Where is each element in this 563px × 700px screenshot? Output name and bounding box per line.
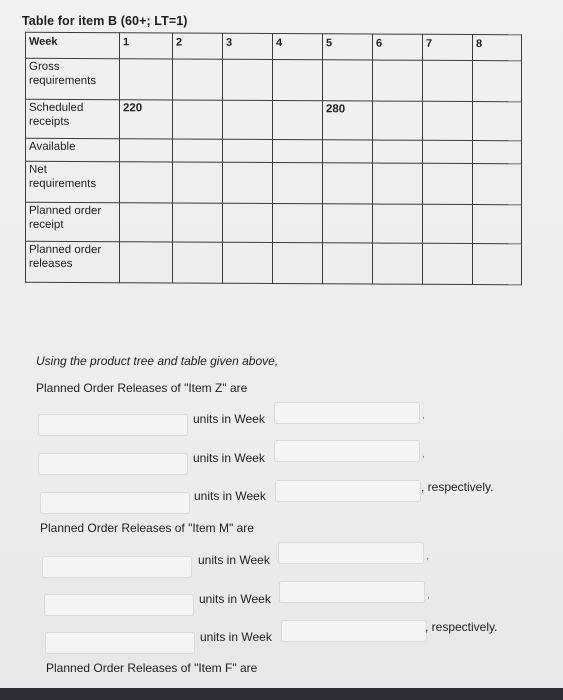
table-row: [26, 58, 522, 102]
item-z-units-input-2[interactable]: [38, 453, 188, 475]
item-f-heading: Planned Order Releases of "Item F" are: [46, 661, 258, 675]
row-label-planned-order-releases: Planned order releases: [26, 241, 120, 282]
table-cell: [223, 162, 273, 203]
item-z-units-input-1[interactable]: [38, 414, 188, 436]
row-label-gross-requirements: Gross requirements: [26, 58, 120, 99]
table-cell: [273, 100, 323, 139]
item-m-week-input-1[interactable]: [278, 542, 424, 564]
table-cell: [473, 205, 522, 244]
row-label-net-requirements: Net requirements: [26, 161, 120, 202]
table-cell: [423, 243, 473, 284]
header-week-8: 8: [473, 35, 522, 61]
item-m-line-label-1: units in Week: [198, 553, 270, 567]
table-cell: [373, 204, 423, 243]
row-label-planned-order-receipt: Planned order receipt: [26, 202, 120, 241]
mrp-table: [25, 32, 522, 286]
table-cell: [173, 242, 223, 283]
table-row: [26, 202, 522, 244]
table-cell: [223, 203, 273, 242]
table-cell: [273, 59, 323, 100]
table-cell: [223, 100, 273, 139]
table-header-row: [26, 32, 522, 61]
header-week-7: 7: [423, 34, 473, 60]
header-week-3: 3: [223, 33, 273, 59]
item-z-line-label-2: units in Week: [193, 451, 265, 465]
header-week: Week: [26, 32, 120, 58]
table-cell: [223, 139, 273, 162]
table-cell: [423, 60, 473, 101]
header-week-4: 4: [273, 33, 323, 59]
table-title: Table for item B (60+; LT=1): [22, 14, 188, 28]
item-z-week-input-1[interactable]: [274, 402, 420, 424]
comma-mark: ,: [422, 449, 425, 460]
table-cell: [373, 163, 423, 204]
table-cell: [373, 140, 423, 163]
table-cell: [323, 140, 373, 163]
item-z-heading: Planned Order Releases of "Item Z" are: [36, 381, 248, 395]
table-cell: [273, 139, 323, 162]
table-cell: [423, 204, 473, 243]
table-cell: 280: [323, 101, 373, 140]
table-cell: [273, 162, 323, 203]
table-cell: [173, 100, 223, 139]
item-z-line-label-3: units in Week: [194, 489, 266, 503]
item-m-line-label-2: units in Week: [199, 592, 271, 606]
table-cell: [373, 101, 423, 140]
table-cell: [323, 243, 373, 284]
row-label-scheduled-receipts: Scheduled receipts: [26, 99, 120, 138]
item-z-suffix: , respectively.: [421, 480, 494, 494]
table-row: [26, 161, 522, 205]
bottom-edge: [0, 688, 563, 700]
table-cell: [473, 61, 522, 102]
item-m-suffix: , respectively.: [425, 620, 498, 634]
table-cell: [473, 102, 522, 141]
item-m-units-input-1[interactable]: [42, 556, 192, 578]
row-label-available: Available: [26, 138, 120, 161]
table-cell: [120, 242, 173, 283]
item-m-units-input-2[interactable]: [44, 594, 194, 616]
question-intro: Using the product tree and table given above,: [36, 354, 279, 368]
table-cell: [223, 242, 273, 283]
table-cell: [423, 101, 473, 140]
item-m-line-label-3: units in Week: [200, 630, 272, 644]
table-cell: [323, 204, 373, 243]
table-cell: [373, 243, 423, 284]
table-row: [26, 138, 522, 164]
comma-mark: ,: [427, 590, 430, 601]
item-m-week-input-2[interactable]: [279, 581, 425, 603]
header-week-6: 6: [373, 34, 423, 60]
table-cell: [120, 162, 173, 203]
comma-mark: ,: [426, 551, 429, 562]
item-z-units-input-3[interactable]: [40, 492, 190, 514]
table-cell: [120, 139, 173, 162]
table-cell: [473, 244, 522, 285]
table-row: [26, 241, 522, 285]
item-m-heading: Planned Order Releases of "Item M" are: [40, 521, 254, 535]
table-cell: [120, 203, 173, 242]
table-cell: [173, 59, 223, 100]
table-cell: [373, 60, 423, 101]
table-cell: [473, 164, 522, 205]
header-week-2: 2: [173, 33, 223, 59]
table-cell: [323, 60, 373, 101]
table-cell: [223, 59, 273, 100]
item-m-units-input-3[interactable]: [45, 632, 195, 654]
item-z-week-input-3[interactable]: [275, 480, 421, 502]
item-z-week-input-2[interactable]: [274, 440, 420, 462]
table-cell: [173, 139, 223, 162]
header-week-1: 1: [120, 33, 173, 59]
item-z-line-label-1: units in Week: [193, 412, 265, 426]
table-row: [26, 99, 522, 141]
table-cell: [423, 140, 473, 163]
table-cell: 220: [120, 100, 173, 139]
table-cell: [323, 163, 373, 204]
table-cell: [423, 163, 473, 204]
table-cell: [173, 203, 223, 242]
table-cell: [273, 203, 323, 242]
comma-mark: ,: [422, 410, 425, 421]
item-m-week-input-3[interactable]: [281, 620, 427, 642]
table-cell: [473, 141, 522, 164]
table-cell: [173, 162, 223, 203]
header-week-5: 5: [323, 34, 373, 60]
table-cell: [273, 242, 323, 283]
table-cell: [120, 59, 173, 100]
